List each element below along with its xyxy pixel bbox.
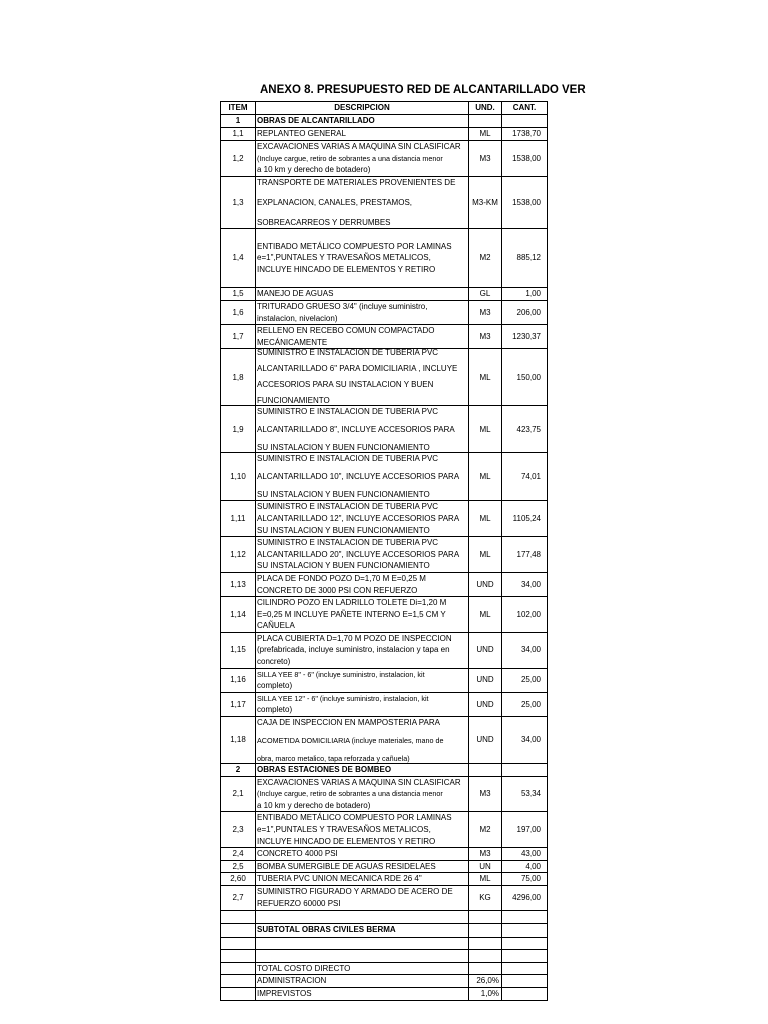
table-row (221, 692, 548, 716)
table-row (221, 962, 548, 975)
item-quantity: 1538,00 (502, 177, 548, 229)
item-unit: 26,0% (469, 975, 502, 988)
item-quantity (502, 937, 548, 950)
item-quantity: 25,00 (502, 668, 548, 692)
table-row (221, 406, 548, 453)
table-row (221, 453, 548, 501)
item-unit: ML (469, 349, 502, 406)
item-description (256, 229, 469, 288)
description-line: IMPREVISTOS (257, 988, 312, 998)
table-row (221, 937, 548, 950)
table-row (221, 923, 548, 937)
item-quantity: 4,00 (502, 860, 548, 873)
item-quantity: 75,00 (502, 873, 548, 886)
item-quantity (502, 764, 548, 777)
item-description (256, 764, 469, 777)
item-number (221, 937, 256, 950)
description-line (257, 229, 467, 241)
description-line: TRANSPORTE DE MATERIALES PROVENIENTES DE (257, 177, 456, 187)
item-description (256, 812, 469, 848)
description-line: completo) (257, 681, 293, 691)
item-quantity: 423,75 (502, 406, 548, 453)
description-line: a 10 km y derecho de botadero) (257, 800, 371, 810)
table-row (221, 848, 548, 861)
item-number (221, 910, 256, 923)
item-quantity (502, 975, 548, 988)
description-line: E=0,25 M INCLUYE PAÑETE INTERNO E=1,5 CM Y (257, 609, 446, 619)
description-line: ALCANTARILLADO 20", INCLUYE ACCESORIOS PARA (257, 549, 460, 559)
table-row (221, 885, 548, 910)
description-line (257, 275, 467, 287)
item-description (256, 501, 469, 537)
item-description (256, 453, 469, 501)
item-description (256, 287, 469, 300)
item-number: 1 (221, 115, 256, 128)
description-line: CILINDRO POZO EN LADRILLO TOLETE Di=1,20 M (257, 598, 447, 608)
item-description (256, 950, 469, 963)
table-row (221, 300, 548, 324)
item-quantity: 150,00 (502, 349, 548, 406)
description-line: CONCRETO DE 3000 PSI CON REFUERZO (257, 585, 418, 595)
item-unit: UND (469, 668, 502, 692)
description-line: instalacion, nivelacion) (257, 313, 338, 323)
item-description (256, 962, 469, 975)
description-line: obra, marco metalico, tapa reforzada y cañuela) (257, 753, 410, 763)
item-description (256, 177, 469, 229)
description-line: ACCESORIOS PARA SU INSTALACION Y BUEN (257, 380, 434, 390)
description-line: TRITURADO GRUESO 3/4" (incluye suministro, (257, 301, 428, 311)
item-number: 1,13 (221, 572, 256, 596)
item-unit: GL (469, 287, 502, 300)
table-row (221, 987, 548, 1000)
description-line: FUNCIONAMIENTO (257, 396, 330, 406)
description-line: concreto) (257, 657, 291, 667)
item-number (221, 975, 256, 988)
description-line: SILLA YEE 12" - 6" (incluye suministro, instalacion, kit (257, 693, 429, 703)
description-line (257, 950, 467, 962)
item-quantity: 25,00 (502, 692, 548, 716)
item-number: 1,18 (221, 717, 256, 764)
item-number: 2,3 (221, 812, 256, 848)
item-number (221, 987, 256, 1000)
item-quantity: 1230,37 (502, 325, 548, 349)
item-number: 1,14 (221, 597, 256, 633)
description-line: SUMINISTRO E INSTALACION DE TUBERIA PVC (257, 348, 439, 358)
item-unit: M3 (469, 141, 502, 177)
item-number: 1,15 (221, 632, 256, 668)
description-line: TOTAL COSTO DIRECTO (257, 963, 351, 973)
item-unit: KG (469, 885, 502, 910)
table-row (221, 776, 548, 812)
description-line: OBRAS DE ALCANTARILLADO (257, 116, 375, 126)
description-line: EXCAVACIONES VARIAS A MAQUINA SIN CLASIFICAR (257, 777, 461, 787)
description-line: CAÑUELA (257, 621, 295, 631)
item-description (256, 115, 469, 128)
item-unit (469, 115, 502, 128)
table-row (221, 632, 548, 668)
item-description (256, 406, 469, 453)
table-row (221, 873, 548, 886)
item-quantity: 102,00 (502, 597, 548, 633)
item-description (256, 668, 469, 692)
description-line: MANEJO DE AGUAS (257, 289, 334, 299)
item-number: 1,7 (221, 325, 256, 349)
item-number (221, 923, 256, 937)
item-description (256, 937, 469, 950)
item-quantity (502, 950, 548, 963)
description-line (257, 481, 467, 490)
description-line: EXCAVACIONES VARIAS A MAQUINA SIN CLASIFICAR (257, 142, 461, 152)
description-line: CAJA DE INSPECCION EN MAMPOSTERIA PARA (257, 717, 440, 727)
item-number: 2,7 (221, 885, 256, 910)
description-line: SILLA YEE 8" - 6" (incluye suministro, instalacion, kit (257, 669, 425, 679)
item-unit: UN (469, 860, 502, 873)
description-line: SU INSTALACION Y BUEN FUNCIONAMIENTO (257, 525, 430, 535)
item-quantity (502, 962, 548, 975)
item-unit: ML (469, 406, 502, 453)
item-description (256, 632, 469, 668)
item-unit: ML (469, 453, 502, 501)
item-description (256, 987, 469, 1000)
description-line: EXPLANACION, CANALES, PRESTAMOS, (257, 197, 413, 207)
item-number: 1,9 (221, 406, 256, 453)
item-unit: ML (469, 597, 502, 633)
description-line: ALCANTARILLADO 12", INCLUYE ACCESORIOS PARA (257, 513, 460, 523)
description-line: BOMBA SUMERGIBLE DE AGUAS RESIDELAES (257, 861, 436, 871)
item-number: 1,12 (221, 537, 256, 573)
description-line: OBRAS ESTACIONES DE BOMBEO (257, 765, 392, 775)
table-header-row (221, 102, 548, 115)
item-quantity: 53,34 (502, 776, 548, 812)
description-line: (Incluye cargue, retiro de sobrantes a una distancia menor (257, 153, 443, 163)
header-quantity: CANT. (502, 102, 548, 115)
item-unit: M2 (469, 229, 502, 288)
description-line (257, 208, 467, 218)
description-line (257, 416, 467, 425)
page-title: ANEXO 8. PRESUPUESTO RED DE ALCANTARILLADO VER (260, 84, 586, 96)
item-number: 1,6 (221, 300, 256, 324)
item-number (221, 950, 256, 963)
description-line: REPLANTEO GENERAL (257, 129, 346, 139)
item-quantity: 74,01 (502, 453, 548, 501)
description-line: INCLUYE HINCADO DE ELEMENTOS Y RETIRO (257, 264, 436, 274)
table-row (221, 717, 548, 764)
description-line (257, 188, 467, 198)
item-number: 1,4 (221, 229, 256, 288)
item-description (256, 885, 469, 910)
table-row (221, 597, 548, 633)
item-number: 1,5 (221, 287, 256, 300)
item-unit: 1,0% (469, 987, 502, 1000)
table-row (221, 141, 548, 177)
item-unit (469, 764, 502, 777)
description-line: SUMINISTRO FIGURADO Y ARMADO DE ACERO DE (257, 887, 453, 897)
item-number: 1,17 (221, 692, 256, 716)
description-line: ALCANTARILLADO 10", INCLUYE ACCESORIOS PARA (257, 472, 460, 482)
header-description: DESCRIPCION (256, 102, 469, 115)
item-unit: ML (469, 537, 502, 573)
item-quantity: 1738,70 (502, 128, 548, 141)
item-unit: M3 (469, 300, 502, 324)
description-line: e=1",PUNTALES Y TRAVESAÑOS METALICOS, (257, 253, 431, 263)
item-description (256, 910, 469, 923)
table-row (221, 287, 548, 300)
description-line (257, 727, 467, 736)
description-line: TUBERIA PVC UNION MECANICA RDE 26 4" (257, 874, 422, 884)
item-number: 2,1 (221, 776, 256, 812)
table-row (221, 572, 548, 596)
item-quantity: 43,00 (502, 848, 548, 861)
item-unit: M3 (469, 776, 502, 812)
header-unit: UND. (469, 102, 502, 115)
description-line: completo) (257, 705, 293, 715)
item-quantity (502, 910, 548, 923)
item-description (256, 923, 469, 937)
description-line: SUMINISTRO E INSTALACION DE TUBERIA PVC (257, 538, 439, 548)
item-quantity: 206,00 (502, 300, 548, 324)
description-line: PLACA DE FONDO POZO D=1,70 M E=0,25 M (257, 573, 426, 583)
item-description (256, 349, 469, 406)
description-line (257, 745, 467, 754)
description-line (257, 938, 467, 950)
description-line: ENTIBADO METÁLICO COMPUESTO POR LAMINAS (257, 813, 452, 823)
description-line: REFUERZO 60000 PSI (257, 898, 341, 908)
description-line: (prefabricada, incluye suministro, instalacion y tapa en (257, 645, 450, 655)
item-number: 1,1 (221, 128, 256, 141)
item-description (256, 141, 469, 177)
item-unit (469, 923, 502, 937)
item-description (256, 300, 469, 324)
item-number: 2,60 (221, 873, 256, 886)
item-quantity: 1538,00 (502, 141, 548, 177)
item-number: 2 (221, 764, 256, 777)
table-row (221, 128, 548, 141)
item-quantity (502, 923, 548, 937)
item-unit: M2 (469, 812, 502, 848)
description-line: RELLENO EN RECEBO COMUN COMPACTADO (257, 326, 435, 336)
description-line: SOBREACARREOS Y DERRUMBES (257, 217, 391, 227)
item-quantity: 34,00 (502, 632, 548, 668)
item-number (221, 962, 256, 975)
table-row (221, 501, 548, 537)
table-row (221, 177, 548, 229)
item-description (256, 776, 469, 812)
table-row (221, 812, 548, 848)
description-line: SUBTOTAL OBRAS CIVILES BERMA (257, 925, 396, 935)
table-row (221, 668, 548, 692)
item-description (256, 717, 469, 764)
item-unit: UND (469, 717, 502, 764)
description-line: ENTIBADO METÁLICO COMPUESTO POR LAMINAS (257, 241, 452, 251)
description-line (257, 911, 467, 923)
description-line (257, 434, 467, 443)
item-unit (469, 910, 502, 923)
description-line: e=1",PUNTALES Y TRAVESAÑOS METALICOS, (257, 825, 431, 834)
description-line: INCLUYE HINCADO DE ELEMENTOS Y RETIRO (257, 836, 436, 846)
item-unit (469, 937, 502, 950)
table-row (221, 975, 548, 988)
description-line: (Incluye cargue, retiro de sobrantes a una distancia menor (257, 789, 443, 799)
budget-table (220, 101, 547, 1001)
item-number: 1,16 (221, 668, 256, 692)
description-line: ADMINISTRACION (257, 976, 327, 986)
item-number: 2,5 (221, 860, 256, 873)
table-row (221, 325, 548, 349)
item-quantity: 197,00 (502, 812, 548, 848)
item-unit: UND (469, 692, 502, 716)
description-line: MECÁNICAMENTE (257, 337, 328, 347)
item-quantity: 4296,00 (502, 885, 548, 910)
description-line (257, 463, 467, 472)
item-quantity: 1105,24 (502, 501, 548, 537)
description-line: a 10 km y derecho de botadero) (257, 165, 371, 175)
item-description (256, 537, 469, 573)
table-row (221, 860, 548, 873)
item-description (256, 572, 469, 596)
item-unit: ML (469, 501, 502, 537)
item-quantity: 177,48 (502, 537, 548, 573)
header-item: ITEM (221, 102, 256, 115)
item-quantity: 1,00 (502, 287, 548, 300)
item-description (256, 692, 469, 716)
table-row (221, 950, 548, 963)
item-unit: M3-KM (469, 177, 502, 229)
description-line: ALCANTARILLADO 6" PARA DOMICILIARIA , INCLUYE (257, 364, 458, 374)
item-quantity (502, 987, 548, 1000)
item-number: 1,2 (221, 141, 256, 177)
item-description (256, 597, 469, 633)
table-row (221, 115, 548, 128)
description-line: PLACA CUBIERTA D=1,70 M POZO DE INSPECCION (257, 633, 452, 643)
description-line: SU INSTALACION Y BUEN FUNCIONAMIENTO (257, 561, 430, 571)
item-quantity: 34,00 (502, 717, 548, 764)
item-description (256, 325, 469, 349)
item-unit (469, 962, 502, 975)
item-unit: ML (469, 873, 502, 886)
table-row (221, 910, 548, 923)
table-row (221, 229, 548, 288)
item-unit: M3 (469, 325, 502, 349)
description-line: ALCANTARILLADO 8", INCLUYE ACCESORIOS PARA (257, 424, 455, 434)
item-description (256, 848, 469, 861)
item-number: 1,10 (221, 453, 256, 501)
item-description (256, 873, 469, 886)
item-number: 1,3 (221, 177, 256, 229)
item-unit: UND (469, 632, 502, 668)
item-quantity: 34,00 (502, 572, 548, 596)
item-number: 2,4 (221, 848, 256, 861)
table-row (221, 349, 548, 406)
item-unit: UND (469, 572, 502, 596)
item-description (256, 128, 469, 141)
item-unit: ML (469, 128, 502, 141)
item-unit (469, 950, 502, 963)
description-line: SU INSTALACION Y BUEN FUNCIONAMIENTO (257, 442, 430, 452)
description-line: SUMINISTRO E INSTALACION DE TUBERIA PVC (257, 502, 439, 512)
item-number: 1,11 (221, 501, 256, 537)
table-row (221, 764, 548, 777)
item-quantity (502, 115, 548, 128)
item-description (256, 975, 469, 988)
description-line: SU INSTALACION Y BUEN FUNCIONAMIENTO (257, 490, 430, 500)
description-line: SUMINISTRO E INSTALACION DE TUBERIA PVC (257, 454, 439, 464)
item-number: 1,8 (221, 349, 256, 406)
table-row (221, 537, 548, 573)
description-line: SUMINISTRO E INSTALACION DE TUBERIA PVC (257, 406, 439, 416)
description-line: CONCRETO 4000 PSI (257, 849, 338, 859)
item-quantity: 885,12 (502, 229, 548, 288)
item-description (256, 860, 469, 873)
item-unit: M3 (469, 848, 502, 861)
description-line: ACOMETIDA DOMICILIARIA (incluye materiales, mano de (257, 735, 444, 745)
